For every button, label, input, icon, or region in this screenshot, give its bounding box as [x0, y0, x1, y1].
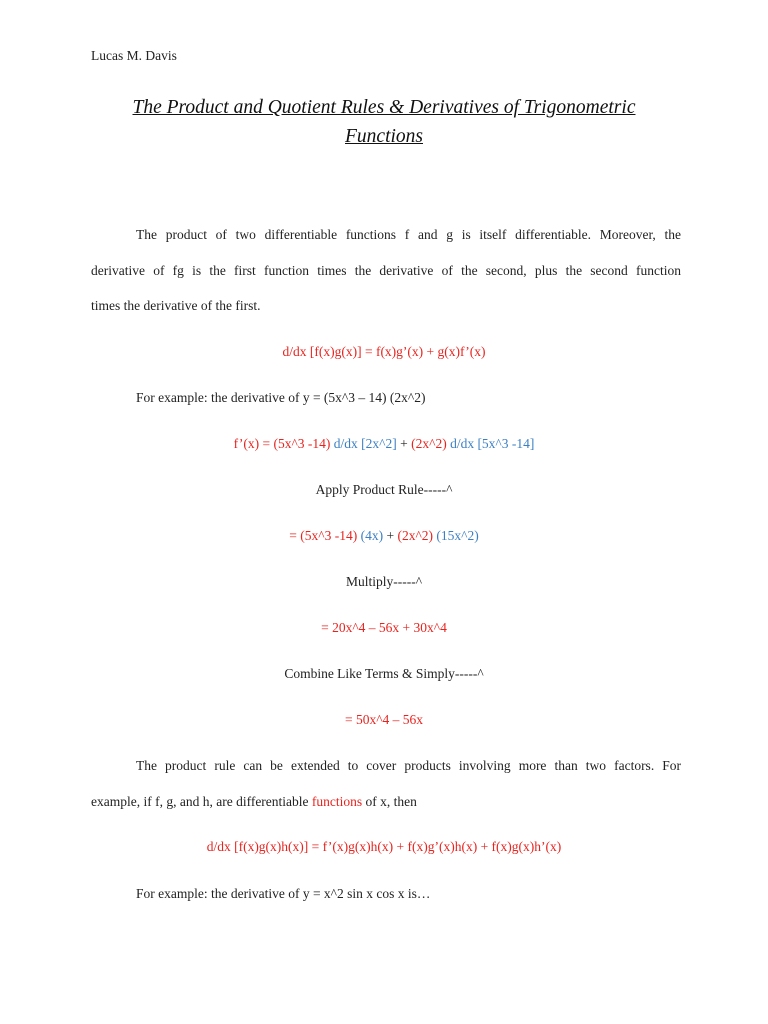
- step-2-part-e: (15x^2): [436, 528, 479, 543]
- step-2-expression: [0, 528, 768, 544]
- document-title-line-1: The Product and Quotient Rules & Derivatives of Trigonometric: [132, 97, 636, 118]
- example-2-intro: For example: the derivative of y = x^2 sin x cos x is…: [136, 886, 431, 901]
- paragraph-1-line-3: times the derivative of the first.: [91, 298, 261, 313]
- label-combine-like-terms: Combine Like Terms & Simply-----^: [284, 666, 484, 681]
- functions-highlight: functions: [311, 794, 363, 809]
- step-1-part-b: d/dx [2x^2]: [333, 436, 397, 451]
- author-name: Lucas M. Davis: [91, 48, 177, 63]
- paragraph-1-line-1: The product of two differentiable functions f and g is itself differentiable. Moreover, the: [136, 227, 681, 242]
- step-2-part-a: = (5x^3 -14): [289, 528, 361, 543]
- label-multiply: Multiply-----^: [345, 574, 423, 589]
- product-rule-formula: d/dx [f(x)g(x)] = f(x)g’(x) + g(x)f’(x): [282, 344, 486, 359]
- step-1-part-e: d/dx [5x^3 -14]: [450, 436, 535, 451]
- paragraph-2-line-1: The product rule can be extended to cover products involving more than two factors. For: [136, 758, 681, 773]
- step-2-part-d: (2x^2): [397, 528, 437, 543]
- paragraph-2-line-2-c: of x, then: [362, 794, 417, 809]
- label-apply-product-rule: Apply Product Rule-----^: [315, 482, 453, 497]
- step-1-plus: +: [396, 436, 412, 451]
- step-2-part-b: (4x): [360, 528, 384, 543]
- example-1-intro: For example: the derivative of y = (5x^3 – 14) (2x^2): [136, 390, 426, 405]
- paragraph-1-line-2: derivative of fg is the first function times the derivative of the second, plus the second function: [91, 263, 681, 278]
- paragraph-2-line-2-a: example, if f, g, and h, are differentiable: [91, 794, 312, 809]
- step-2-plus: +: [383, 528, 398, 543]
- step-4-expression: = 50x^4 – 56x: [344, 712, 424, 727]
- triple-product-rule-formula: d/dx [f(x)g(x)h(x)] = f’(x)g(x)h(x) + f(x)g’(x)h(x) + f(x)g(x)h’(x): [206, 839, 562, 854]
- step-3-expression: = 20x^4 – 56x + 30x^4: [321, 620, 447, 635]
- step-1-part-d: (2x^2): [411, 436, 451, 451]
- document-title-line-2: Functions: [345, 126, 423, 147]
- step-1-part-a: f’(x) = (5x^3 -14): [233, 436, 334, 451]
- step-1-expression: [0, 436, 768, 452]
- paragraph-2-line-2: [91, 794, 681, 810]
